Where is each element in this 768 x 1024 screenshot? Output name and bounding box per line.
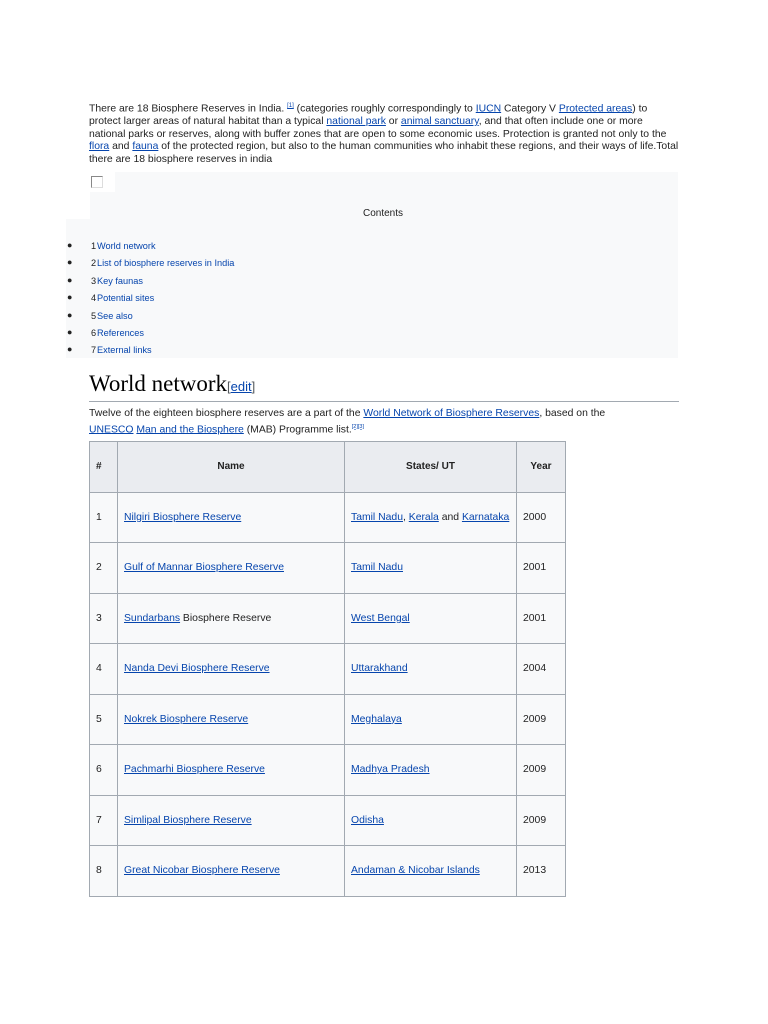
cell-states	[345, 593, 517, 644]
intro-text: , and that often include one or more national parks or reserves, along with buffer zones that are open to some economic uses. Protection is granted not only to the	[89, 116, 667, 140]
edit-bracket: [	[227, 379, 231, 394]
toc-item-number: 6	[91, 327, 97, 338]
toc-item-link[interactable]: References	[97, 327, 144, 338]
toc-item-link[interactable]: World network	[97, 241, 156, 251]
bullet-icon: ●	[67, 326, 73, 337]
reserve-link[interactable]: Nokrek Biosphere Reserve	[124, 713, 249, 725]
reserve-link[interactable]: Gulf of Mannar Biosphere Reserve	[124, 562, 284, 574]
cell-states	[345, 846, 517, 897]
cell-number: 5	[90, 694, 118, 745]
table-row	[90, 593, 566, 644]
edit-link[interactable]: edit	[230, 379, 252, 394]
reserve-link[interactable]: Simlipal Biosphere Reserve	[124, 814, 252, 826]
toc-item-link[interactable]: Key faunas	[97, 275, 143, 286]
col-header-states: States/ UT	[345, 442, 517, 493]
state-link[interactable]: Karnataka	[461, 511, 510, 523]
toc-toggle-checkbox[interactable]	[91, 176, 103, 188]
edit-bracket: ]	[251, 379, 256, 394]
toc-item-link[interactable]: See also	[97, 310, 133, 321]
cell-year: 2013	[517, 846, 566, 897]
reserve-link[interactable]: Nilgiri Biosphere Reserve	[124, 511, 242, 523]
bullet-icon: ●	[67, 274, 73, 285]
table-row	[90, 846, 566, 897]
cell-year: 2009	[517, 745, 566, 796]
cell-name	[118, 745, 345, 796]
intro-text: of the protected region, but also to the human communities who inhabit these regions, and their ways of life.Total there are 18 biosphere reserves in india	[89, 141, 679, 165]
world-network-paragraph	[89, 407, 629, 436]
cell-year: 2004	[517, 644, 566, 695]
reserve-link[interactable]: Pachmarhi Biosphere Reserve	[124, 764, 265, 776]
cell-name	[118, 593, 345, 644]
section-heading	[89, 371, 679, 402]
cell-name	[118, 694, 345, 745]
wnbr-link[interactable]: World Network of Biosphere Reserves	[363, 408, 540, 419]
cell-number: 1	[90, 492, 118, 543]
table-row	[90, 745, 566, 796]
intro-text: Category V	[501, 103, 559, 115]
table-row	[90, 694, 566, 745]
intro-text: ) to protect larger areas of natural habitat than a typical	[89, 103, 648, 128]
cell-states	[345, 492, 517, 543]
state-link[interactable]: Odisha	[351, 814, 384, 826]
iucn-link[interactable]: IUCN	[475, 103, 502, 115]
para-text: (MAB) Programme list.	[243, 423, 352, 435]
toc-item-number: 5	[91, 310, 97, 321]
cell-states	[345, 543, 517, 594]
cell-year: 2001	[517, 593, 566, 644]
toc-item-number: 4	[91, 293, 97, 304]
toc-item-number: 1	[91, 241, 97, 251]
bullet-icon: ●	[67, 344, 73, 355]
cell-name	[118, 795, 345, 846]
state-link[interactable]: Madhya Pradesh	[351, 764, 430, 776]
state-link[interactable]: Uttarakhand	[351, 663, 408, 675]
mab-link[interactable]: Man and the Biosphere	[136, 423, 244, 435]
unesco-link[interactable]: UNESCO	[89, 423, 134, 435]
world-network-table	[89, 441, 566, 897]
reference-link[interactable]: [1]	[287, 103, 294, 109]
state-separator: and	[438, 511, 462, 523]
bullet-icon: ●	[67, 257, 73, 268]
toc-item-number: 7	[91, 345, 97, 356]
table-row	[90, 795, 566, 846]
col-header-year: Year	[517, 442, 566, 493]
para-text: , based on the	[539, 408, 606, 419]
table-row	[90, 644, 566, 695]
cell-states	[345, 644, 517, 695]
cell-year: 2009	[517, 694, 566, 745]
cell-year: 2001	[517, 543, 566, 594]
cell-number: 8	[90, 846, 118, 897]
protected-areas-link[interactable]: Protected areas	[558, 103, 633, 115]
toc-item-link[interactable]: List of biosphere reserves in India	[97, 258, 235, 269]
reserve-link[interactable]: Sundarbans	[124, 612, 181, 624]
state-link[interactable]: Tamil Nadu	[351, 562, 403, 574]
reserve-name-rest: Biosphere Reserve	[180, 612, 272, 624]
cell-name	[118, 846, 345, 897]
cell-number: 6	[90, 745, 118, 796]
para-text: Twelve of the eighteen biosphere reserves are a part of the	[89, 408, 364, 419]
toc-title: Contents	[362, 208, 404, 219]
cell-number: 3	[90, 593, 118, 644]
cell-number: 4	[90, 644, 118, 695]
toc-item-number: 3	[91, 275, 97, 286]
state-link[interactable]: West Bengal	[351, 612, 410, 624]
bullet-icon: ●	[67, 240, 73, 250]
cell-name	[118, 543, 345, 594]
national-park-link[interactable]: national park	[326, 116, 386, 128]
table-row	[90, 543, 566, 594]
cell-states	[345, 745, 517, 796]
state-separator: ,	[402, 511, 409, 523]
state-link[interactable]: Kerala	[408, 511, 439, 523]
intro-text: and	[109, 141, 133, 153]
cell-name	[118, 492, 345, 543]
cell-name	[118, 644, 345, 695]
fauna-link[interactable]: fauna	[132, 141, 159, 153]
animal-sanctuary-link[interactable]: animal sanctuary	[400, 116, 479, 128]
intro-paragraph	[89, 100, 679, 166]
cell-year: 2009	[517, 795, 566, 846]
state-link[interactable]: Andaman & Nicobar Islands	[351, 865, 480, 877]
intro-text: (categories roughly correspondingly to	[293, 103, 476, 115]
intro-text: There are 18 Biosphere Reserves in India.	[89, 103, 288, 115]
intro-text: or	[385, 116, 401, 128]
cell-number: 7	[90, 795, 118, 846]
table-row	[90, 492, 566, 543]
reserve-link[interactable]: Nanda Devi Biosphere Reserve	[124, 663, 270, 675]
bullet-icon: ●	[67, 309, 73, 320]
section-title: World network	[89, 371, 228, 396]
reserve-link[interactable]: Great Nicobar Biosphere Reserve	[124, 865, 280, 877]
toc-item-link[interactable]: Potential sites	[97, 293, 155, 304]
cell-states	[345, 694, 517, 745]
col-header-name: Name	[118, 442, 345, 493]
state-link[interactable]: Meghalaya	[351, 713, 402, 725]
cell-year: 2000	[517, 492, 566, 543]
col-header-number: #	[90, 442, 118, 493]
cell-states	[345, 795, 517, 846]
toc-item-link[interactable]: External links	[97, 345, 152, 356]
toc-item-number: 2	[91, 258, 97, 269]
table-header-row	[90, 442, 566, 493]
cell-number: 2	[90, 543, 118, 594]
flora-link[interactable]: flora	[89, 141, 110, 153]
state-link[interactable]: Tamil Nadu	[351, 511, 403, 523]
reference-link[interactable]: [2][3]	[351, 423, 365, 430]
bullet-icon: ●	[67, 292, 73, 303]
